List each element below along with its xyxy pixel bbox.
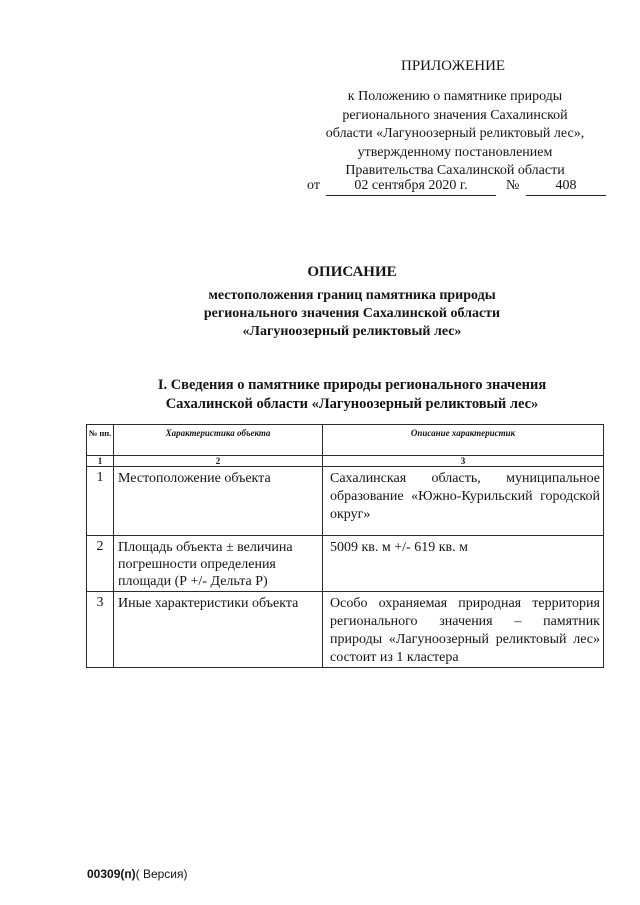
date-prefix: от [307, 178, 320, 193]
row-number: 3 [87, 592, 114, 668]
footer-code: 00309(п) [87, 867, 136, 881]
document-title: ОПИСАНИЕ [307, 264, 397, 280]
column-number: 1 [87, 456, 114, 467]
row-characteristic: Площадь объекта ± величина погрешности определения площади (Р +/- Дельта Р) [114, 536, 323, 592]
row-characteristic: Местоположение объекта [114, 467, 323, 536]
appendix-line: к Положению о памятнике природы [347, 89, 563, 104]
appendix-line: регионального значения Сахалинской [342, 107, 568, 123]
row-characteristic: Иные характеристики объекта [114, 592, 323, 668]
appendix-line: утвержденному постановлением [357, 144, 553, 160]
section-heading [0, 376, 640, 413]
header-characteristic: Характеристика объекта [114, 425, 323, 456]
decree-number: 408 [526, 178, 606, 196]
column-number: 2 [114, 456, 323, 467]
section-heading-line: Сахалинской области «Лагуноозерный реликтовый лес» [165, 395, 539, 412]
subtitle-line: местоположения границ памятника природы [208, 288, 496, 303]
subtitle-line: регионального значения Сахалинской области [203, 306, 501, 321]
appendix-label: ПРИЛОЖЕНИЕ [401, 58, 506, 74]
appendix-reference [290, 88, 620, 181]
row-description: 5009 кв. м +/- 619 кв. м [323, 536, 604, 592]
appendix-line: области «Лагуноозерный реликтовый лес», [325, 126, 585, 141]
column-number: 3 [323, 456, 604, 467]
header-number: № пп. [87, 425, 114, 456]
row-number: 1 [87, 467, 114, 536]
table-row [87, 536, 604, 592]
row-number: 2 [87, 536, 114, 592]
decree-date: 02 сентября 2020 г. [326, 178, 496, 196]
column-number-row [87, 456, 604, 467]
table-row [87, 592, 604, 668]
row-description: Сахалинская область, муниципальное образование «Южно-Курильский городской округ» [323, 467, 604, 536]
table-header-row [87, 425, 604, 456]
document-subtitle [0, 287, 640, 341]
section-heading-line: I. Сведения о памятнике природы регионального значения [157, 377, 547, 393]
footer-version: ( Версия) [135, 867, 188, 881]
document-code [87, 867, 188, 881]
number-prefix: № [506, 178, 520, 193]
row-description: Особо охраняемая природная территория регионального значения – памятник природы «Лагуноозерный реликтовый лес» состоит из 1 кластера [323, 592, 604, 668]
table-row [87, 467, 604, 536]
header-description: Описание характеристик [323, 425, 604, 456]
appendix-line: Правительства Сахалинской области [345, 163, 565, 178]
subtitle-line: «Лагуноозерный реликтовый лес» [242, 324, 462, 339]
object-info-table [86, 424, 604, 668]
